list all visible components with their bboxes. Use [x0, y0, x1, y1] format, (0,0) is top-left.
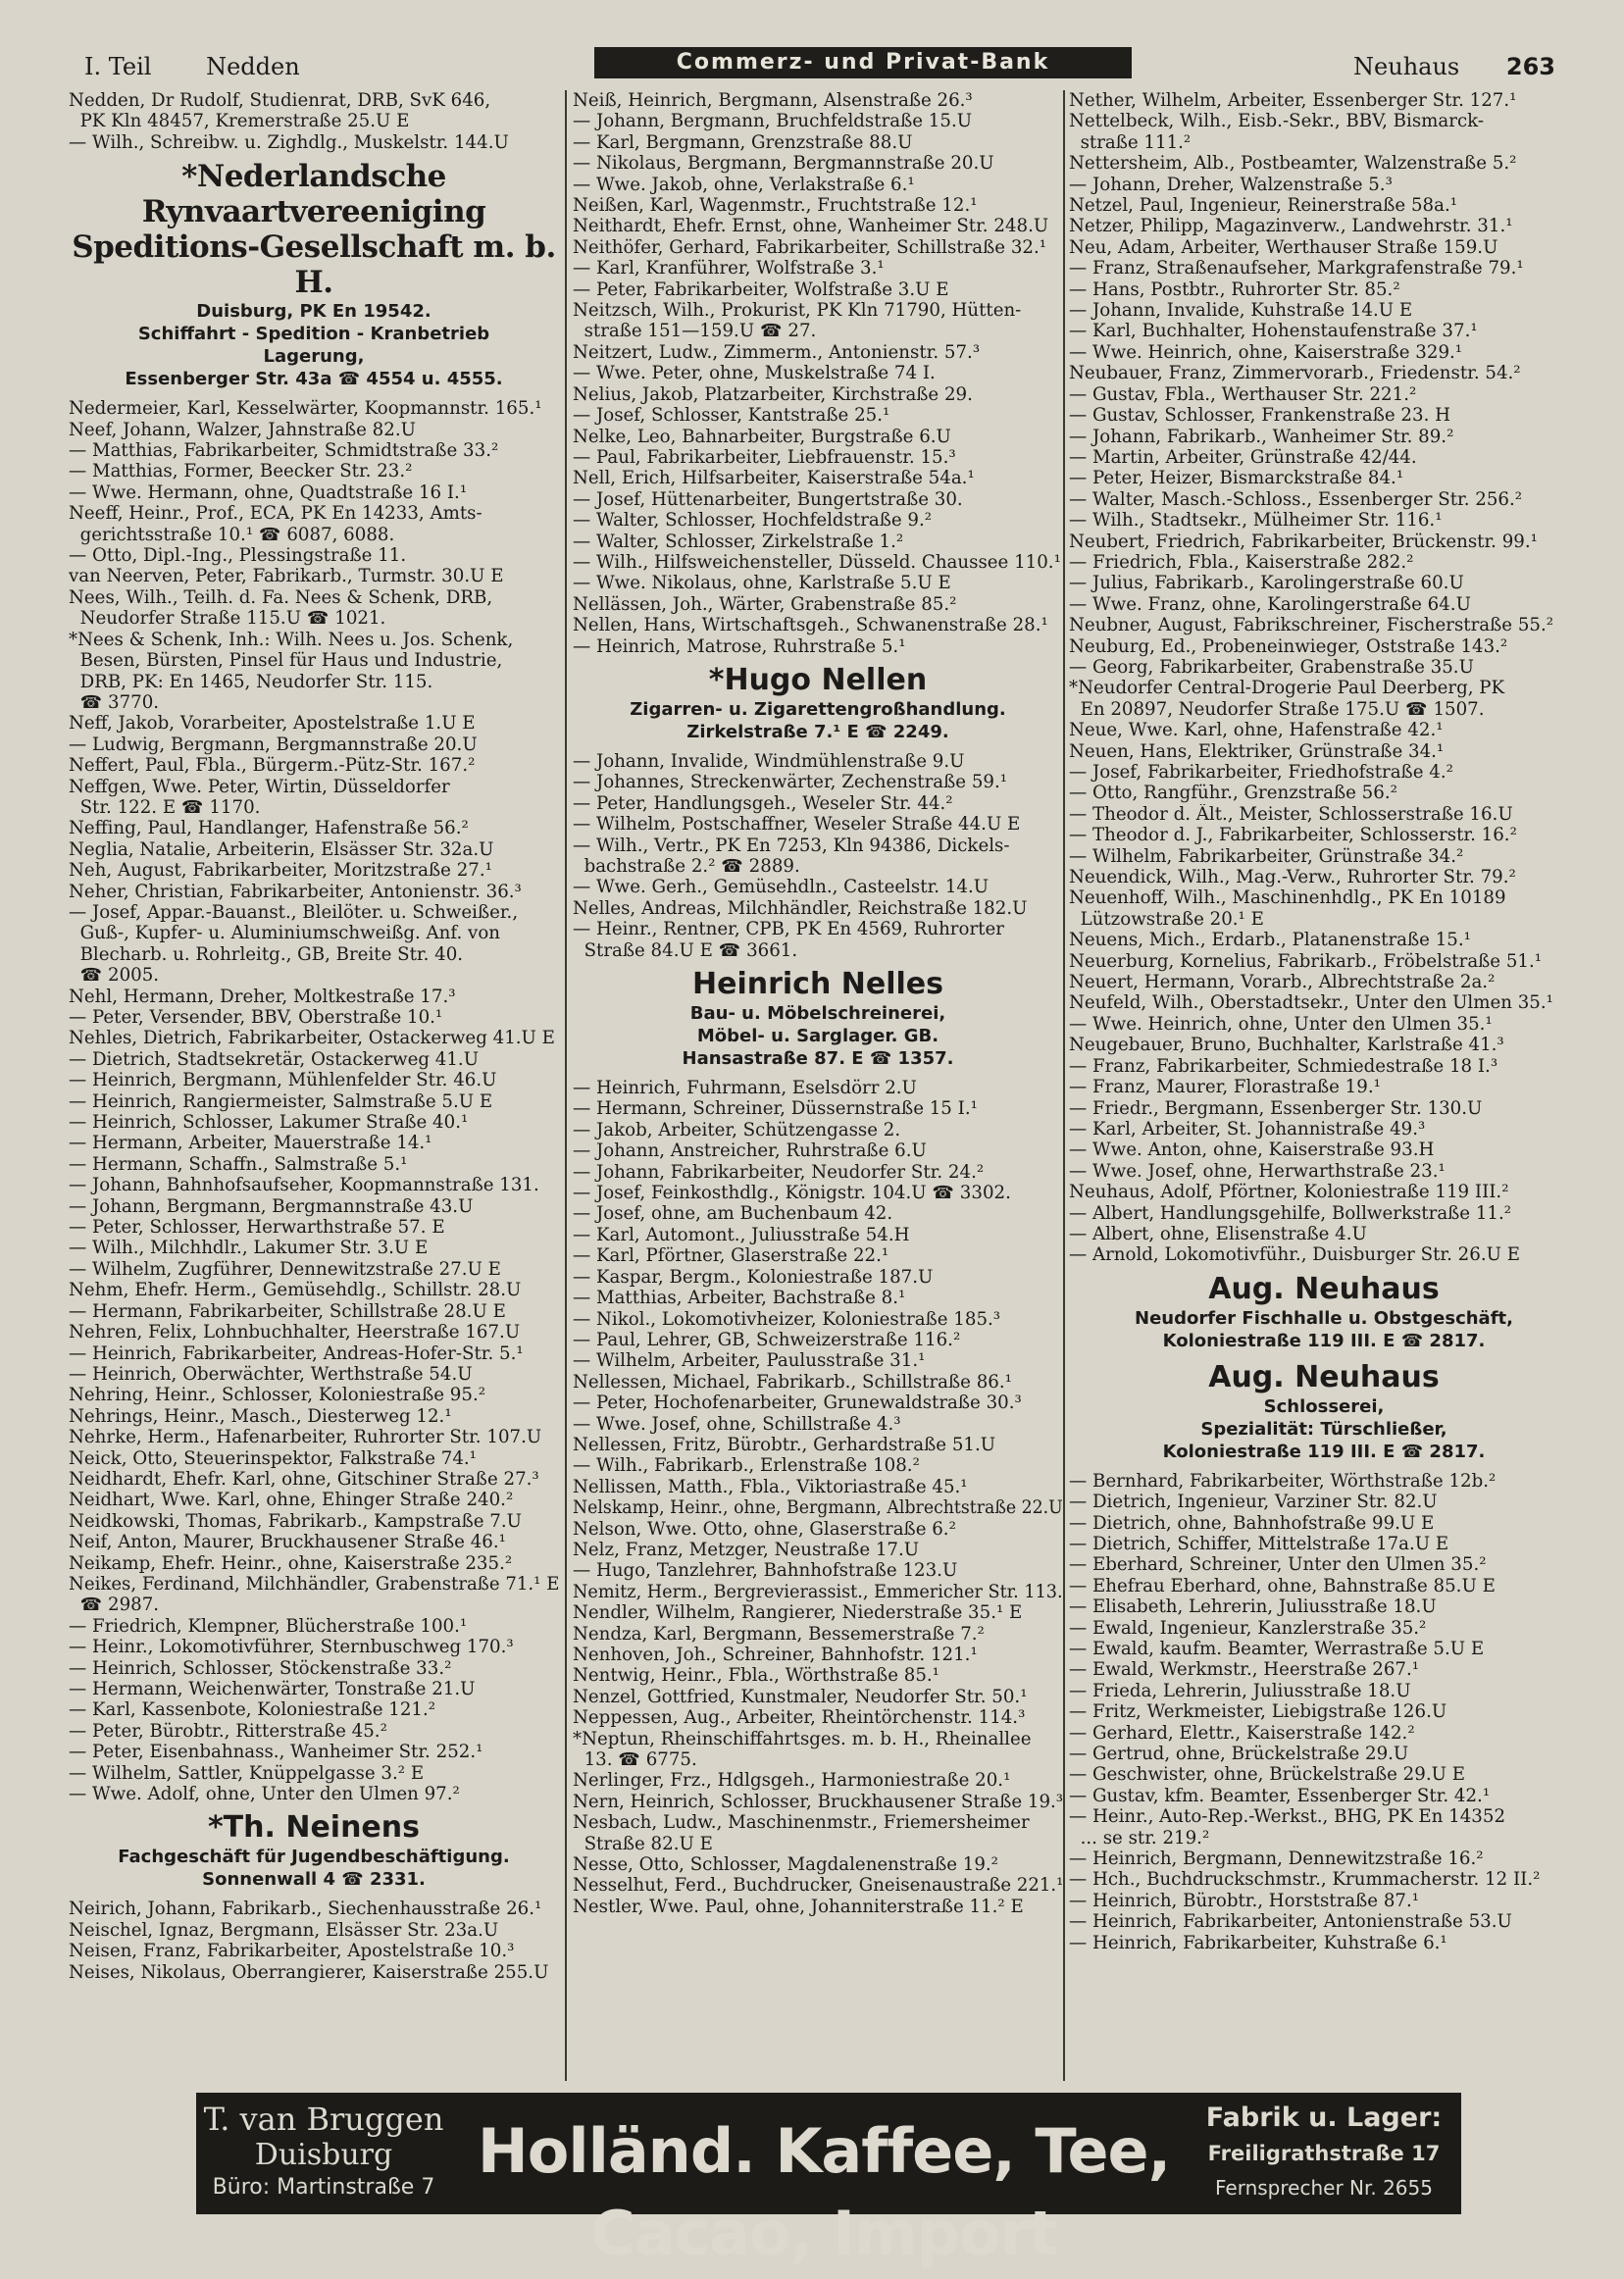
directory-entry: *Neudorfer Central-Drogerie Paul Deerberg, PK — [1069, 678, 1505, 699]
directory-entry: — Wwe. Heinrich, ohne, Kaiserstraße 329.¹ — [1069, 341, 1463, 363]
directory-entry: Nerlinger, Frz., Hdlgsgeh., Harmoniestraße 20.¹ — [573, 1770, 1011, 1792]
page-header — [84, 47, 1555, 82]
directory-entry: — Hermann, Fabrikarbeiter, Schillstraße 28.U E — [69, 1300, 506, 1322]
directory-entry: — Karl, Bergmann, Grenzstraße 88.U — [573, 131, 913, 153]
directory-entry: Netzel, Paul, Ingenieur, Reinerstraße 58a.¹ — [1069, 195, 1458, 217]
footer-phone: Fernsprecher Nr. 2655 — [1215, 2176, 1433, 2200]
directory-entry: — Wilhelm, Arbeiter, Paulusstraße 31.¹ — [573, 1350, 926, 1372]
directory-entry: Nern, Heinrich, Schlosser, Bruckhausener Straße 19.³ — [573, 1791, 1063, 1812]
directory-entry: Neppessen, Aug., Arbeiter, Rheintörchenstr. 114.³ — [573, 1707, 1026, 1729]
directory-entry: — Peter, Schlosser, Herwarthstraße 57. E — [69, 1217, 445, 1239]
directory-entry: Neeff, Heinr., Prof., ECA, PK En 14233, Amts- — [69, 503, 482, 525]
footer-ad-right — [1187, 2101, 1461, 2204]
directory-entry: — Martin, Arbeiter, Grünstraße 42/44. — [1069, 446, 1417, 468]
directory-entry: — Fritz, Werkmeister, Liebigstraße 126.U — [1069, 1701, 1447, 1723]
directory-entry: — Otto, Rangführ., Grenzstraße 56.² — [1069, 783, 1397, 804]
directory-entry: Nellessen, Michael, Fabrikarb., Schillstraße 86.¹ — [573, 1371, 1012, 1393]
directory-entry: — Hch., Buchdruckschmstr., Krummacherstr. 12 II.² — [1069, 1869, 1541, 1891]
directory-entry: — Paul, Lehrer, GB, Schweizerstraße 116.² — [573, 1329, 961, 1350]
directory-entry: Nether, Wilhelm, Arbeiter, Essenberger Str. 127.¹ — [1069, 90, 1517, 111]
directory-entry: bachstraße 2.² ☎ 2889. — [573, 856, 800, 877]
directory-entry: Nentwig, Heinr., Fbla., Wörthstraße 85.¹ — [573, 1665, 939, 1687]
directory-entry: — Frieda, Lehrerin, Juliusstraße 18.U — [1069, 1680, 1411, 1701]
advertisement-block — [1069, 1360, 1579, 1463]
directory-entry: Nesse, Otto, Schlosser, Magdalenenstraße 19.² — [573, 1854, 998, 1876]
directory-entry: — Wilh., Stadtsekr., Mülheimer Str. 116.¹ — [1069, 510, 1443, 532]
directory-entry: — Karl, Kranführer, Wolfstraße 3.¹ — [573, 258, 885, 279]
footer-factory-address: Freiligrathstraße 17 — [1207, 2142, 1441, 2165]
directory-entry: — Matthias, Arbeiter, Bachstraße 8.¹ — [573, 1288, 906, 1309]
directory-entry: Nedermeier, Karl, Kesselwärter, Koopmannstr. 165.¹ — [69, 398, 542, 420]
directory-entry: — Franz, Maurer, Florastraße 19.¹ — [1069, 1077, 1381, 1098]
advertisement-line: Neudorfer Fischhalle u. Obstgeschäft, — [1135, 1307, 1513, 1329]
directory-entry: Neu, Adam, Arbeiter, Werthauser Straße 159.U — [1069, 236, 1498, 258]
directory-entry: — Wwe. Heinrich, ohne, Unter den Ulmen 35.¹ — [1069, 1013, 1493, 1035]
directory-entry: Guß-, Kupfer- u. Aluminiumschweißg. Anf. von — [69, 923, 500, 944]
advertisement-block — [573, 967, 1063, 1070]
directory-entry: — Johann, Invalide, Kuhstraße 14.U E — [1069, 300, 1413, 322]
directory-entry: Nelskamp, Heinr., ohne, Bergmann, Albrechtstraße 22.U — [573, 1497, 1063, 1519]
directory-entry: — Julius, Fabrikarb., Karolingerstraße 60.U — [1069, 573, 1464, 594]
directory-entry: Nellen, Hans, Wirtschaftsgeh., Schwanenstraße 28.¹ — [573, 615, 1048, 636]
column-divider — [1063, 90, 1065, 2081]
footer-factory-title: Fabrik u. Lager: — [1205, 2102, 1443, 2133]
directory-entry: — Peter, Fabrikarbeiter, Wolfstraße 3.U E — [573, 279, 949, 300]
directory-entry: Neff, Jakob, Vorarbeiter, Apostelstraße 1.U E — [69, 713, 476, 734]
advertisement-line: Lagerung, — [263, 346, 365, 368]
directory-entry: Neidhart, Wwe. Karl, ohne, Ehinger Straße 240.² — [69, 1490, 514, 1511]
directory-entry: — Heinrich, Bergmann, Mühlenfelder Str. 46.U — [69, 1070, 497, 1091]
directory-entry: Neithöfer, Gerhard, Fabrikarbeiter, Schillstraße 32.¹ — [573, 236, 1047, 258]
advertisement-block — [69, 159, 559, 390]
advertisement-title: Aug. Neuhaus — [1208, 1271, 1440, 1306]
directory-entry: — Georg, Fabrikarbeiter, Grabenstraße 35.U — [1069, 656, 1474, 678]
directory-entry: Nettersheim, Alb., Postbeamter, Walzenstraße 5.² — [1069, 153, 1517, 175]
directory-entry: — Peter, Eisenbahnass., Wanheimer Str. 252.¹ — [69, 1742, 483, 1763]
directory-entry: — Wilhelm, Postschaffner, Weseler Straße 44.U E — [573, 814, 1021, 836]
directory-entry: — Wwe. Gerh., Gemüsehdln., Casteelstr. 14.U — [573, 877, 990, 898]
directory-entry: *Nees & Schenk, Inh.: Wilh. Nees u. Jos. Schenk, — [69, 629, 514, 650]
directory-entry: — Friedrich, Klempner, Blücherstraße 100.¹ — [69, 1615, 468, 1637]
directory-entry: Nelke, Leo, Bahnarbeiter, Burgstraße 6.U — [573, 426, 951, 447]
directory-entry: — Ehefrau Eberhard, ohne, Bahnstraße 85.U E — [1069, 1575, 1496, 1596]
directory-entry: Neef, Johann, Walzer, Jahnstraße 82.U — [69, 419, 416, 440]
directory-entry: — Karl, Buchhalter, Hohenstaufenstraße 37.¹ — [1069, 321, 1478, 342]
bank-banner: Commerz- und Privat-Bank — [594, 47, 1132, 78]
directory-entry: Neises, Nikolaus, Oberrangierer, Kaiserstraße 255.U — [69, 1961, 549, 1983]
directory-entry: — Hermann, Arbeiter, Mauerstraße 14.¹ — [69, 1133, 432, 1154]
directory-entry: Neglia, Natalie, Arbeiterin, Elsässer Str. 32a.U — [69, 838, 494, 860]
directory-entry: Neuburg, Ed., Probeneinwieger, Oststraße 143.² — [1069, 635, 1508, 657]
directory-entry: ☎ 3770. — [69, 691, 160, 713]
directory-entry: — Karl, Kassenbote, Koloniestraße 121.² — [69, 1699, 436, 1721]
directory-entry: Neuert, Hermann, Vorarb., Albrechtstraße 2a.² — [1069, 972, 1496, 993]
directory-entry: — Theodor d. Ält., Meister, Schlosserstraße 16.U — [1069, 803, 1513, 825]
advertisement-block — [1069, 1272, 1579, 1352]
directory-entry: — Franz, Straßenaufseher, Markgrafenstraße 79.¹ — [1069, 258, 1524, 279]
directory-entry: Blecharb. u. Rohrleitg., GB, Breite Str. 40. — [69, 943, 464, 965]
directory-entry: Besen, Bürsten, Pinsel für Haus und Industrie, — [69, 650, 503, 672]
part-label: I. Teil — [84, 53, 152, 80]
directory-entry: — Heinrich, Fabrikarbeiter, Andreas-Hofer-Str. 5.¹ — [69, 1342, 524, 1364]
directory-entry: Neischel, Ignaz, Bergmann, Elsässer Str. 23a.U — [69, 1919, 499, 1941]
directory-entry: — Wwe. Josef, ohne, Schillstraße 4.³ — [573, 1413, 901, 1435]
footer-company-city: Duisburg — [254, 2138, 393, 2172]
directory-entry: — Johannes, Streckenwärter, Zechenstraße 59.¹ — [573, 772, 1008, 793]
column-3 — [1069, 90, 1579, 2081]
directory-entry: — Ewald, Werkmstr., Heerstraße 267.¹ — [1069, 1659, 1420, 1681]
directory-entry: Nehl, Hermann, Dreher, Moltkestraße 17.³ — [69, 986, 456, 1007]
directory-entry: Nellässen, Joh., Wärter, Grabenstraße 85.² — [573, 593, 957, 615]
directory-entry: Neuerburg, Kornelius, Fabrikarb., Fröbelstraße 51.¹ — [1069, 950, 1543, 972]
directory-entry: — Wilhelm, Zugführer, Dennewitzstraße 27.U E — [69, 1258, 501, 1280]
directory-entry: ... se str. 219.² — [1069, 1827, 1210, 1849]
directory-entry: Neubert, Friedrich, Fabrikarbeiter, Brückenstr. 99.¹ — [1069, 531, 1538, 552]
directory-entry: PK Kln 48457, Kremerstraße 25.U E — [69, 111, 410, 132]
advertisement-title: Heinrich Nelles — [692, 967, 943, 1002]
directory-entry: Netzer, Philipp, Magazinverw., Landwehrstr. 31.¹ — [1069, 216, 1513, 237]
directory-entry: Neißen, Karl, Wagenmstr., Fruchtstraße 12.¹ — [573, 195, 978, 217]
directory-entry: — Johann, Bergmann, Bruchfeldstraße 15.U — [573, 111, 973, 132]
directory-entry: — Wwe. Anton, ohne, Kaiserstraße 93.H — [1069, 1140, 1435, 1161]
directory-entry: — Matthias, Fabrikarbeiter, Schmidtstraße 33.² — [69, 440, 499, 462]
directory-entry: Neidkowski, Thomas, Fabrikarb., Kampstraße 7.U — [69, 1510, 522, 1532]
directory-entry: — Peter, Hochofenarbeiter, Grunewaldstraße 30.³ — [573, 1393, 1022, 1414]
directory-entry: Str. 122. E ☎ 1170. — [69, 796, 261, 818]
footer-company-name: T. van Bruggen — [203, 2101, 444, 2138]
directory-entry: Nedden, Dr Rudolf, Studienrat, DRB, SvK 646, — [69, 90, 491, 111]
directory-entry: — Johann, Anstreicher, Ruhrstraße 6.U — [573, 1140, 927, 1162]
directory-entry: Nendza, Karl, Bergmann, Bessemerstraße 7.² — [573, 1623, 985, 1645]
directory-entry: Neithardt, Ehefr. Ernst, ohne, Wanheimer Str. 248.U — [573, 216, 1049, 237]
advertisement-line: Zigarren- u. Zigarettengroßhandlung. — [630, 698, 1006, 720]
directory-entry: Nesbach, Ludw., Maschinenmstr., Friemersheimer — [573, 1812, 1030, 1834]
column-1 — [69, 90, 559, 2081]
advertisement-line: Duisburg, PK En 19542. — [196, 301, 431, 323]
advertisement-title: *Hugo Nellen — [708, 662, 928, 697]
directory-entry: Nellissen, Matth., Fbla., Viktoriastraße 45.¹ — [573, 1476, 968, 1497]
directory-entry: — Walter, Masch.-Schloss., Essenberger Str. 256.² — [1069, 488, 1523, 510]
directory-entry: — Wilh., Schreibw. u. Zighdlg., Muskelstr. 144.U — [69, 131, 509, 153]
directory-entry: — Dietrich, Schiffer, Mittelstraße 17a.U E — [1069, 1533, 1449, 1554]
advertisement-line: Hansastraße 87. E ☎ 1357. — [682, 1048, 954, 1070]
directory-entry: Neikamp, Ehefr. Heinr., ohne, Kaiserstraße 235.² — [69, 1552, 513, 1574]
directory-entry: Neidhardt, Ehefr. Karl, ohne, Gitschiner Straße 27.³ — [69, 1468, 539, 1490]
directory-entry: — Heinrich, Schlosser, Stöckenstraße 33.² — [69, 1657, 452, 1679]
directory-entry: Nehrings, Heinr., Masch., Diesterweg 12.¹ — [69, 1405, 452, 1427]
directory-entry: 13. ☎ 6775. — [573, 1749, 697, 1771]
header-right — [1314, 53, 1555, 80]
directory-entry: — Johann, Bahnhofsaufseher, Koopmannstraße 131. — [69, 1175, 539, 1196]
advertisement-line: Zirkelstraße 7.¹ E ☎ 2249. — [686, 721, 949, 742]
directory-entry: Nettelbeck, Wilh., Eisb.-Sekr., BBV, Bismarck- — [1069, 111, 1484, 132]
directory-entry: *Neptun, Rheinschiffahrtsges. m. b. H., Rheinallee — [573, 1728, 1032, 1749]
directory-entry: — Peter, Heizer, Bismarckstraße 84.¹ — [1069, 468, 1404, 489]
directory-entry: Neuhaus, Adolf, Pförtner, Koloniestraße 119 III.² — [1069, 1182, 1509, 1203]
advertisement-title: Aug. Neuhaus — [1208, 1359, 1440, 1394]
directory-entry: — Geschwister, ohne, Brückelstraße 29.U E — [1069, 1764, 1465, 1786]
advertisement-line: Koloniestraße 119 III. E ☎ 2817. — [1162, 1441, 1486, 1462]
page-number: 263 — [1505, 53, 1555, 80]
keyword-left: Nedden — [206, 53, 300, 80]
directory-entry: — Wilh., Fabrikarb., Erlenstraße 108.² — [573, 1455, 920, 1477]
directory-entry: — Matthias, Former, Beecker Str. 23.² — [69, 461, 413, 482]
advertisement-line: Schiffahrt - Spedition - Kranbetrieb — [137, 324, 490, 345]
directory-entry: — Peter, Handlungsgeh., Weseler Str. 44.² — [573, 792, 953, 814]
directory-entry: Neugebauer, Bruno, Buchhalter, Karlstraße 41.³ — [1069, 1035, 1504, 1056]
directory-entry: — Theodor d. J., Fabrikarbeiter, Schlosserstr. 16.² — [1069, 825, 1517, 846]
directory-entry: — Walter, Schlosser, Hochfeldstraße 9.² — [573, 510, 933, 532]
directory-entry: Neiß, Heinrich, Bergmann, Alsenstraße 26.³ — [573, 90, 973, 111]
directory-entry: Neue, Wwe. Karl, ohne, Hafenstraße 42.¹ — [1069, 720, 1444, 741]
directory-entry: — Franz, Fabrikarbeiter, Schmiedestraße 18 I.³ — [1069, 1055, 1498, 1077]
directory-entry: — Josef, Appar.-Bauanst., Bleilöter. u. Schweißer., — [69, 901, 519, 923]
directory-entry: Nehm, Ehefr. Herm., Gemüsehdlg., Schillstr. 28.U — [69, 1280, 522, 1301]
directory-entry: Neitzsch, Wilh., Prokurist, PK Kln 71790, Hütten- — [573, 300, 1022, 322]
directory-entry: — Josef, Fabrikarbeiter, Friedhofstraße 4.² — [1069, 762, 1453, 783]
directory-entry: Neh, August, Fabrikarbeiter, Moritzstraße 27.¹ — [69, 860, 492, 882]
directory-entry: — Johann, Invalide, Windmühlenstraße 9.U — [573, 750, 965, 772]
directory-entry: — Wwe. Nikolaus, ohne, Karlstraße 5.U E — [573, 573, 951, 594]
directory-entry: Nellessen, Fritz, Bürobtr., Gerhardstraße 51.U — [573, 1434, 996, 1455]
column-divider — [565, 90, 567, 2081]
directory-entry: — Gustav, Schlosser, Frankenstraße 23. H — [1069, 405, 1450, 427]
directory-entry: Neuen, Hans, Elektriker, Grünstraße 34.¹ — [1069, 740, 1445, 762]
directory-entry: — Nikolaus, Bergmann, Bergmannstraße 20.U — [573, 153, 994, 175]
directory-entry: Neher, Christian, Fabrikarbeiter, Antonienstr. 36.³ — [69, 881, 522, 902]
directory-entry: — Josef, ohne, am Buchenbaum 42. — [573, 1203, 893, 1225]
directory-entry: — Hans, Postbtr., Ruhrorter Str. 85.² — [1069, 279, 1400, 300]
advertisement-line: Sonnenwall 4 ☎ 2331. — [202, 1869, 426, 1891]
directory-entry: — Albert, Handlungsgehilfe, Bollwerkstraße 11.² — [1069, 1202, 1512, 1224]
directory-entry: Nehring, Heinr., Schlosser, Koloniestraße 95.² — [69, 1385, 486, 1406]
advertisement-block — [69, 1810, 559, 1891]
directory-entry: — Peter, Bürobtr., Ritterstraße 45.² — [69, 1720, 387, 1742]
directory-entry: Nendler, Wilhelm, Rangierer, Niederstraße 35.¹ E — [573, 1602, 1023, 1624]
directory-entry: — Paul, Fabrikarbeiter, Liebfrauenstr. 15.³ — [573, 446, 956, 468]
advertisement-title: *Nederlandsche Rynvaartvereeniging — [141, 159, 486, 230]
directory-entry: — Heinrich, Bergmann, Dennewitzstraße 16.² — [1069, 1849, 1484, 1870]
directory-entry: — Josef, Schlosser, Kantstraße 25.¹ — [573, 405, 890, 427]
directory-entry: — Josef, Hüttenarbeiter, Bungertstraße 30. — [573, 488, 963, 510]
advertisement-line: Spezialität: Türschließer, — [1200, 1418, 1447, 1440]
directory-entry: — Wilh., Hilfsweichensteller, Düsseld. Chaussee 110.¹ — [573, 551, 1061, 573]
directory-entry: — Heinrich, Schlosser, Lakumer Straße 40.¹ — [69, 1112, 469, 1134]
directory-entry: — Heinrich, Bürobtr., Horststraße 87.¹ — [1069, 1890, 1420, 1911]
directory-entry: ☎ 2005. — [69, 965, 160, 987]
directory-entry: — Heinr., Rentner, CPB, PK En 4569, Ruhrorter — [573, 919, 1004, 940]
directory-entry: — Nikol., Lokomotivheizer, Koloniestraße 185.³ — [573, 1308, 1001, 1330]
directory-entry: — Heinr., Auto-Rep.-Werkst., BHG, PK En 14352 — [1069, 1806, 1506, 1828]
directory-entry: — Johann, Fabrikarbeiter, Neudorfer Str. 24.² — [573, 1161, 985, 1183]
directory-entry: Neubauer, Franz, Zimmervorarb., Friedenstr. 54.² — [1069, 363, 1521, 384]
directory-entry: van Neerven, Peter, Fabrikarb., Turmstr. 30.U E — [69, 566, 504, 587]
directory-entry: Straße 82.U E — [573, 1833, 713, 1854]
directory-entry: ☎ 2987. — [69, 1595, 160, 1616]
directory-entry: — Albert, ohne, Elisenstraße 4.U — [1069, 1223, 1367, 1244]
directory-entry: — Heinrich, Fabrikarbeiter, Antonienstraße 53.U — [1069, 1911, 1512, 1933]
directory-entry: Neisen, Franz, Fabrikarbeiter, Apostelstraße 10.³ — [69, 1941, 515, 1962]
header-left — [84, 53, 347, 80]
directory-entry: — Otto, Dipl.-Ing., Plessingstraße 11. — [69, 545, 407, 567]
directory-entry: straße 151—159.U ☎ 27. — [573, 321, 817, 342]
directory-entry: — Elisabeth, Lehrerin, Juliusstraße 18.U — [1069, 1596, 1437, 1618]
directory-entry: — Heinrich, Oberwächter, Werthstraße 54.U — [69, 1363, 473, 1385]
directory-entry: — Heinrich, Matrose, Ruhrstraße 5.¹ — [573, 635, 906, 657]
directory-entry: — Gustav, Fbla., Werthauser Str. 221.² — [1069, 383, 1417, 405]
directory-entry: Nestler, Wwe. Paul, ohne, Johanniterstraße 11.² E — [573, 1896, 1024, 1917]
directory-entry: Neirich, Johann, Fabrikarb., Siechenhausstraße 26.¹ — [69, 1899, 542, 1920]
directory-entry: — Dietrich, Stadtsekretär, Ostackerweg 41.U — [69, 1048, 480, 1070]
directory-entry: — Gerhard, Elettr., Kaiserstraße 142.² — [1069, 1722, 1415, 1744]
directory-entry: — Wilhelm, Fabrikarbeiter, Grünstraße 34.² — [1069, 845, 1464, 867]
directory-entry: — Wwe. Josef, ohne, Herwarthstraße 23.¹ — [1069, 1160, 1446, 1182]
directory-entry: — Dietrich, Ingenieur, Varziner Str. 82.U — [1069, 1492, 1438, 1513]
directory-entry: Neuens, Mich., Erdarb., Platanenstraße 15.¹ — [1069, 930, 1471, 951]
directory-entry: Nehles, Dietrich, Fabrikarbeiter, Ostackerweg 41.U E — [69, 1028, 555, 1049]
directory-entry: Neitzert, Ludw., Zimmerm., Antonienstr. 57.³ — [573, 341, 981, 363]
directory-entry: — Josef, Feinkosthdlg., Königstr. 104.U ☎ 3302. — [573, 1183, 1011, 1204]
directory-entry: — Heinrich, Fabrikarbeiter, Kuhstraße 6.¹ — [1069, 1932, 1447, 1953]
directory-entry: Neif, Anton, Maurer, Bruckhausener Straße 46.¹ — [69, 1532, 506, 1553]
directory-entry: — Walter, Schlosser, Zirkelstraße 1.² — [573, 531, 904, 552]
directory-entry: — Hermann, Schaffn., Salmstraße 5.¹ — [69, 1153, 408, 1175]
directory-entry: — Wwe. Peter, ohne, Muskelstraße 74 I. — [573, 363, 936, 384]
directory-entry: — Karl, Automont., Juliusstraße 54.H — [573, 1224, 910, 1245]
directory-entry: — Kaspar, Bergm., Koloniestraße 187.U — [573, 1266, 934, 1288]
directory-entry: DRB, PK: En 1465, Neudorfer Str. 115. — [69, 671, 433, 692]
advertisement-title: *Th. Neinens — [207, 1810, 420, 1846]
directory-entry: Nesselhut, Ferd., Buchdrucker, Gneisenaustraße 221.¹ — [573, 1875, 1063, 1897]
directory-entry: Nemitz, Herm., Bergrevierassist., Emmericher Str. 113. — [573, 1581, 1063, 1602]
directory-entry: Nelius, Jakob, Platzarbeiter, Kirchstraße 29. — [573, 383, 973, 405]
directory-entry: Nelson, Wwe. Otto, ohne, Glaserstraße 6.² — [573, 1518, 956, 1540]
directory-entry: — Wilh., Milchhdlr., Lakumer Str. 3.U E — [69, 1238, 429, 1259]
directory-entry: — Hermann, Weichenwärter, Tonstraße 21.U — [69, 1679, 476, 1699]
advertisement-line: Fachgeschäft für Jugendbeschäftigung. — [118, 1847, 510, 1868]
footer-ad-headline: Holländ. Kaffee, Tee, Cacao, Import — [477, 2115, 1171, 2269]
advertisement-line: Essenberger Str. 43a ☎ 4554 u. 4555. — [125, 369, 503, 390]
directory-entry: — Bernhard, Fabrikarbeiter, Wörthstraße 12b.² — [1069, 1470, 1497, 1492]
directory-entry: — Jakob, Arbeiter, Schützengasse 2. — [573, 1119, 901, 1140]
advertisement-line: Koloniestraße 119 III. E ☎ 2817. — [1162, 1330, 1486, 1351]
directory-entry: Neffing, Paul, Handlanger, Hafenstraße 56.² — [69, 818, 469, 839]
directory-entry: Neufeld, Wilh., Oberstadtsekr., Unter den Ulmen 35.¹ — [1069, 992, 1553, 1014]
directory-entry: Nelles, Andreas, Milchhändler, Reichstraße 182.U — [573, 897, 1028, 919]
directory-entry: Lützowstraße 20.¹ E — [1069, 908, 1264, 930]
footer-ad-left — [196, 2101, 451, 2203]
directory-entry: Neubner, August, Fabrikschreiner, Fischerstraße 55.² — [1069, 615, 1554, 636]
advertisement-block — [573, 663, 1063, 743]
directory-entry: Nenzel, Gottfried, Kunstmaler, Neudorfer Str. 50.¹ — [573, 1686, 1028, 1707]
directory-entry: — Wilhelm, Sattler, Knüppelgasse 3.² E — [69, 1762, 425, 1784]
directory-entry: Neffert, Paul, Fbla., Bürgerm.-Pütz-Str. 167.² — [69, 755, 476, 777]
directory-entry: Neuenhoff, Wilh., Maschinenhdlg., PK En 10189 — [1069, 887, 1506, 909]
advertisement-line: Möbel- u. Sarglager. GB. — [696, 1026, 939, 1047]
directory-entry: Nehren, Felix, Lohnbuchhalter, Heerstraße 167.U — [69, 1322, 521, 1343]
footer-advertisement — [196, 2093, 1461, 2269]
advertisement-line: Schlosserei, — [1263, 1395, 1385, 1417]
directory-entry: Nell, Erich, Hilfsarbeiter, Kaiserstraße 54a.¹ — [573, 468, 975, 489]
directory-entry: Nehrke, Herm., Hafenarbeiter, Ruhrorter Str. 107.U — [69, 1427, 542, 1448]
directory-entry: Neuendick, Wilh., Mag.-Verw., Ruhrorter Str. 79.² — [1069, 867, 1516, 888]
directory-entry: — Johann, Bergmann, Bergmannstraße 43.U — [69, 1195, 474, 1217]
directory-entry: straße 111.² — [1069, 131, 1192, 153]
directory-entry: Straße 84.U E ☎ 3661. — [573, 939, 798, 961]
directory-entry: — Ludwig, Bergmann, Bergmannstraße 20.U — [69, 734, 478, 755]
directory-entry: — Heinrich, Fuhrmann, Eselsdörr 2.U — [573, 1078, 917, 1099]
directory-entry: — Ewald, Ingenieur, Kanzlerstraße 35.² — [1069, 1617, 1427, 1639]
directory-entry: — Karl, Arbeiter, St. Johannistraße 49.³ — [1069, 1118, 1426, 1140]
directory-entry: — Arnold, Lokomotivführ., Duisburger Str. 26.U E — [1069, 1244, 1520, 1266]
directory-entry: — Karl, Pförtner, Glaserstraße 22.¹ — [573, 1245, 889, 1267]
directory-entry: Nelz, Franz, Metzger, Neustraße 17.U — [573, 1539, 920, 1560]
directory-entry: — Hugo, Tanzlehrer, Bahnhofstraße 123.U — [573, 1560, 958, 1582]
directory-entry: — Ewald, kaufm. Beamter, Werrastraße 5.U E — [1069, 1639, 1485, 1659]
directory-entry: Neikes, Ferdinand, Milchhändler, Grabenstraße 71.¹ E — [69, 1573, 559, 1595]
directory-entry: Nees, Wilh., Teilh. d. Fa. Nees & Schenk, DRB, — [69, 586, 493, 608]
directory-entry: — Friedr., Bergmann, Essenberger Str. 130.U — [1069, 1097, 1483, 1119]
advertisement-title: Speditions-Gesellschaft m. b. H. — [72, 229, 556, 301]
directory-entry: — Gertrud, ohne, Brückelstraße 29.U — [1069, 1744, 1409, 1765]
directory-entry: — Johann, Fabrikarb., Wanheimer Str. 89.² — [1069, 426, 1454, 447]
directory-entry: — Eberhard, Schreiner, Unter den Ulmen 35.² — [1069, 1554, 1487, 1576]
directory-entry: — Wwe. Franz, ohne, Karolingerstraße 64.U — [1069, 593, 1471, 615]
directory-entry: — Friedrich, Fbla., Kaiserstraße 282.² — [1069, 551, 1414, 573]
advertisement-line: Bau- u. Möbelschreinerei, — [689, 1003, 946, 1025]
keyword-right: Neuhaus — [1353, 53, 1460, 80]
footer-company-office: Büro: Martinstraße 7 — [212, 2175, 435, 2200]
directory-entry: Nenhoven, Joh., Schreiner, Bahnhofstr. 121.¹ — [573, 1645, 978, 1665]
directory-entry: — Wwe. Jakob, ohne, Verlakstraße 6.¹ — [573, 174, 915, 195]
directory-entry: En 20897, Neudorfer Straße 175.U ☎ 1507. — [1069, 698, 1485, 720]
directory-entry: — Johann, Dreher, Walzenstraße 5.³ — [1069, 174, 1393, 195]
directory-entry: Neffgen, Wwe. Peter, Wirtin, Düsseldorfer — [69, 776, 450, 797]
directory-entry: — Heinr., Lokomotivführer, Sternbuschweg 170.³ — [69, 1637, 514, 1658]
directory-entry: — Wwe. Hermann, ohne, Quadtstraße 16 I.¹ — [69, 481, 468, 503]
directory-entry: — Wwe. Adolf, ohne, Unter den Ulmen 97.² — [69, 1784, 460, 1805]
directory-entry: Neudorfer Straße 115.U ☎ 1021. — [69, 608, 386, 630]
directory-entry: gerichtsstraße 10.¹ ☎ 6087, 6088. — [69, 524, 395, 545]
directory-entry: — Dietrich, ohne, Bahnhofstraße 99.U E — [1069, 1512, 1435, 1534]
directory-entry: — Heinrich, Rangiermeister, Salmstraße 5.U E — [69, 1090, 493, 1112]
directory-entry: — Peter, Versender, BBV, Oberstraße 10.¹ — [69, 1007, 443, 1028]
directory-entry: Neick, Otto, Steuerinspektor, Falkstraße 74.¹ — [69, 1447, 477, 1469]
directory-entry: — Wilh., Vertr., PK En 7253, Kln 94386, Dickels- — [573, 835, 1010, 856]
directory-entry: — Hermann, Schreiner, Düssernstraße 15 I.¹ — [573, 1098, 978, 1120]
directory-entry: — Gustav, kfm. Beamter, Essenberger Str. 42.¹ — [1069, 1785, 1491, 1806]
column-2 — [573, 90, 1063, 2081]
